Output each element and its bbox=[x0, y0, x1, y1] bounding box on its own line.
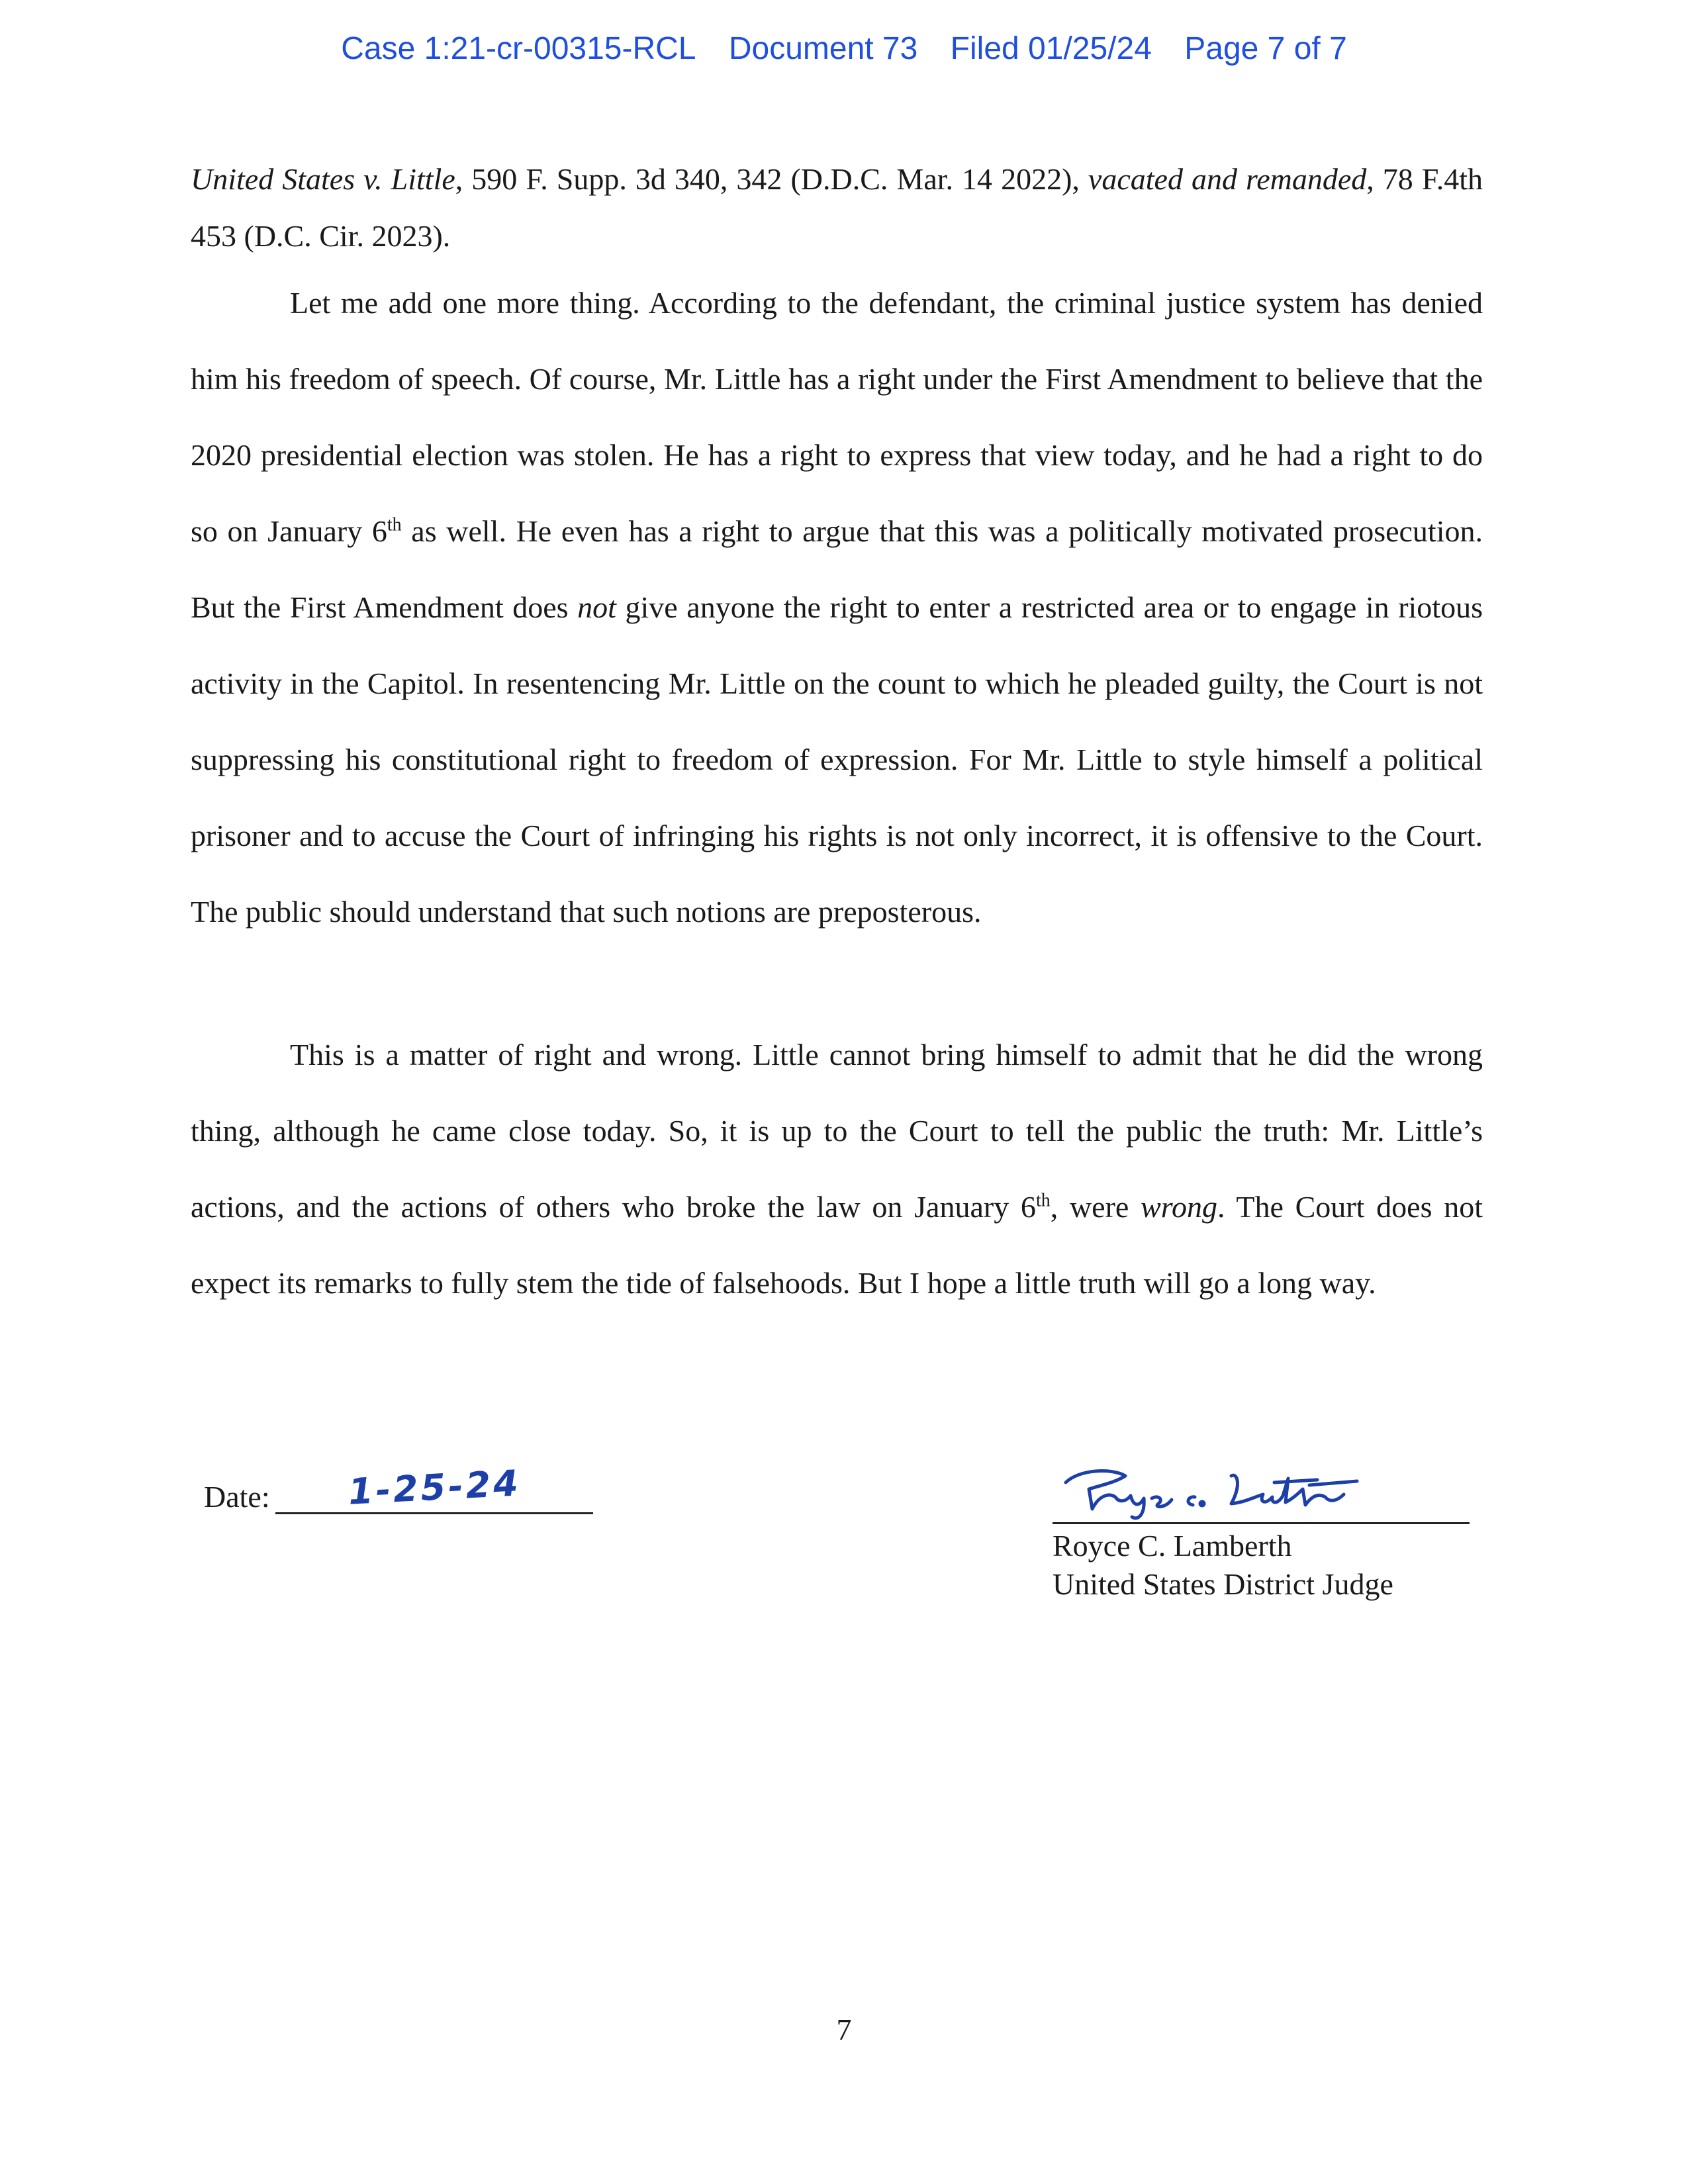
paragraph-first-amendment bbox=[191, 265, 1483, 950]
signature-block bbox=[1053, 1456, 1470, 1604]
signature-text: Royce C. Lamberth bbox=[1053, 1456, 1058, 1457]
citation-block bbox=[191, 151, 1483, 265]
judge-name: Royce C. Lamberth bbox=[1053, 1529, 1292, 1563]
date-line bbox=[275, 1462, 593, 1514]
handwritten-date: 1-25-24 bbox=[347, 1462, 522, 1513]
date-label: Date: bbox=[204, 1480, 270, 1514]
paragraph1-superscript: th bbox=[387, 514, 402, 535]
paragraph1-text-a: Let me add one more thing. According to the defendant, the criminal justice system has denied him his freedom of speech. Of course, Mr. Little has a right under the First Amendment to believe that the 2020 presidential election was stolen. He has a right to express that view today, and he had a right to do so on January 6 bbox=[191, 286, 1483, 548]
paragraph2-superscript: th bbox=[1035, 1190, 1051, 1211]
citation-reporter: , 590 F. Supp. 3d 340, 342 (D.D.C. Mar. 14 2022), bbox=[455, 162, 1088, 196]
filed-date: Filed 01/25/24 bbox=[950, 31, 1152, 66]
page-number: 7 bbox=[836, 2013, 852, 2046]
paragraph2-text-a: This is a matter of right and wrong. Little cannot bring himself to admit that he did the wrong thing, although he came close today. So, it is up to the Court to tell the public the truth: Mr. Little’s actions, and the actions of others who broke the law on January 6 bbox=[191, 1038, 1483, 1224]
paragraph1-text-b: as well. He even has a right to argue that this was a politically motivated prosecution. But the First Amendment does bbox=[191, 514, 1483, 624]
signature-line bbox=[1053, 1456, 1470, 1524]
citation-appeal: , 78 F.4th 453 (D.C. Cir. 2023). bbox=[191, 162, 1483, 253]
judge-title: United States District Judge bbox=[1053, 1567, 1393, 1601]
page-of: Page 7 of 7 bbox=[1184, 31, 1347, 66]
paragraph2-text-c: . The Court does not expect its remarks to fully stem the tide of falsehoods. But I hope a little truth will go a long way. bbox=[191, 1190, 1483, 1300]
citation-case-name: United States v. Little bbox=[191, 162, 455, 196]
paragraph1-text-c: give anyone the right to enter a restricted area or to engage in riotous activity in the Capitol. In resentencing Mr. Little on the count to which he pleaded guilty, the Court is not suppressing his constitutional right to freedom of expression. For Mr. Little to style himself a political prisoner and to accuse the Court of infringing his rights is not only incorrect, it is offensive to the Court. The public should understand that such notions are preposterous. bbox=[191, 590, 1483, 929]
handwritten-signature-icon bbox=[1053, 1456, 1397, 1522]
document-number: Document 73 bbox=[728, 31, 918, 66]
paragraph2-emphasis: wrong bbox=[1141, 1190, 1217, 1224]
ecf-header bbox=[0, 30, 1688, 67]
paragraph1-emphasis: not bbox=[577, 590, 616, 624]
citation-disposition: vacated and remanded bbox=[1088, 162, 1367, 196]
case-number: Case 1:21-cr-00315-RCL bbox=[341, 31, 696, 66]
paragraph2-text-b: , were bbox=[1050, 1190, 1141, 1224]
paragraph-right-and-wrong bbox=[191, 1017, 1483, 1321]
date-block bbox=[204, 1462, 593, 1514]
